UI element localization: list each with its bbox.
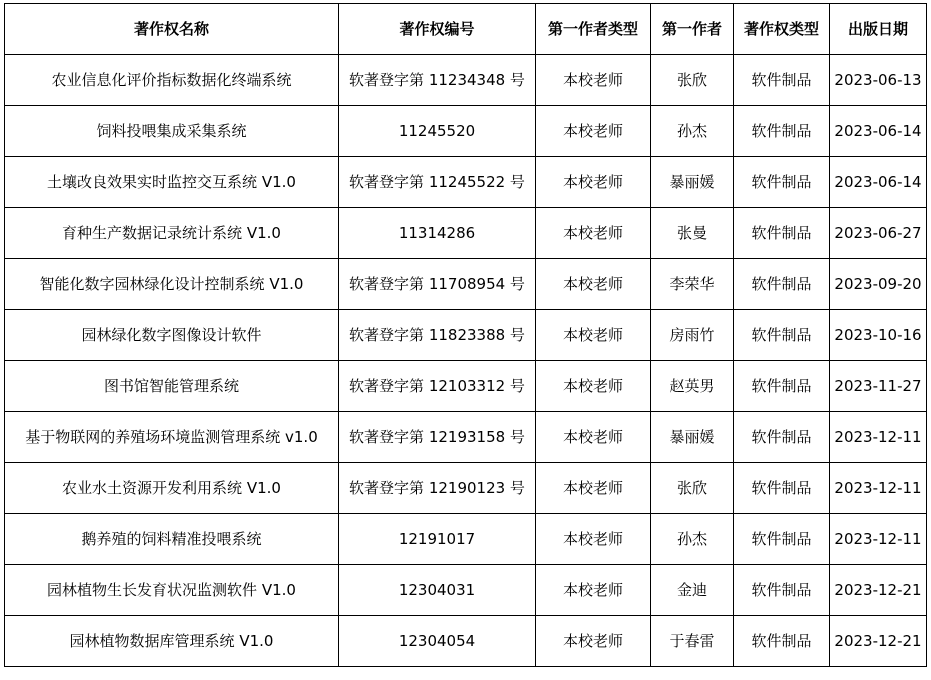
cell-first-author-type: 本校老师 [536,412,651,463]
cell-copyright-name: 土壤改良效果实时监控交互系统 V1.0 [5,157,339,208]
cell-first-author-type: 本校老师 [536,463,651,514]
copyright-table [4,3,927,667]
table-row [5,463,927,514]
cell-first-author: 孙杰 [651,106,734,157]
cell-copyright-number: 11314286 [339,208,536,259]
cell-publish-date: 2023-06-13 [830,55,927,106]
cell-publish-date: 2023-06-14 [830,106,927,157]
cell-first-author: 孙杰 [651,514,734,565]
cell-copyright-number: 软著登字第 12193158 号 [339,412,536,463]
header-copyright-type: 著作权类型 [734,4,830,55]
cell-first-author-type: 本校老师 [536,208,651,259]
cell-copyright-number: 软著登字第 11708954 号 [339,259,536,310]
cell-publish-date: 2023-09-20 [830,259,927,310]
cell-copyright-type: 软件制品 [734,106,830,157]
table-row [5,310,927,361]
cell-first-author: 李荣华 [651,259,734,310]
cell-copyright-number: 11245520 [339,106,536,157]
cell-publish-date: 2023-10-16 [830,310,927,361]
cell-copyright-number: 软著登字第 11245522 号 [339,157,536,208]
cell-copyright-number: 软著登字第 12190123 号 [339,463,536,514]
cell-copyright-name: 基于物联网的养殖场环境监测管理系统 v1.0 [5,412,339,463]
table-row [5,208,927,259]
cell-publish-date: 2023-06-27 [830,208,927,259]
header-copyright-name: 著作权名称 [5,4,339,55]
cell-copyright-type: 软件制品 [734,463,830,514]
cell-first-author: 暴丽媛 [651,412,734,463]
cell-first-author-type: 本校老师 [536,55,651,106]
cell-copyright-type: 软件制品 [734,361,830,412]
cell-first-author-type: 本校老师 [536,565,651,616]
cell-copyright-number: 12191017 [339,514,536,565]
cell-first-author: 张曼 [651,208,734,259]
cell-copyright-number: 软著登字第 12103312 号 [339,361,536,412]
cell-first-author: 金迪 [651,565,734,616]
cell-copyright-name: 育种生产数据记录统计系统 V1.0 [5,208,339,259]
table-row [5,412,927,463]
cell-first-author-type: 本校老师 [536,616,651,667]
table-row [5,361,927,412]
cell-first-author-type: 本校老师 [536,259,651,310]
cell-copyright-type: 软件制品 [734,514,830,565]
cell-copyright-name: 园林植物生长发育状况监测软件 V1.0 [5,565,339,616]
cell-first-author: 房雨竹 [651,310,734,361]
table-row [5,157,927,208]
table-row [5,616,927,667]
cell-copyright-name: 鹅养殖的饲料精准投喂系统 [5,514,339,565]
cell-publish-date: 2023-06-14 [830,157,927,208]
cell-copyright-name: 图书馆智能管理系统 [5,361,339,412]
cell-first-author: 于春雷 [651,616,734,667]
header-copyright-number: 著作权编号 [339,4,536,55]
cell-copyright-type: 软件制品 [734,157,830,208]
header-publish-date: 出版日期 [830,4,927,55]
cell-copyright-type: 软件制品 [734,565,830,616]
cell-copyright-type: 软件制品 [734,259,830,310]
table-row [5,106,927,157]
header-first-author: 第一作者 [651,4,734,55]
cell-copyright-name: 农业信息化评价指标数据化终端系统 [5,55,339,106]
table-row [5,514,927,565]
cell-copyright-name: 农业水土资源开发利用系统 V1.0 [5,463,339,514]
cell-first-author: 张欣 [651,463,734,514]
cell-publish-date: 2023-11-27 [830,361,927,412]
table-row [5,565,927,616]
cell-copyright-name: 园林绿化数字图像设计软件 [5,310,339,361]
cell-first-author-type: 本校老师 [536,310,651,361]
cell-first-author-type: 本校老师 [536,514,651,565]
cell-first-author-type: 本校老师 [536,157,651,208]
cell-copyright-number: 12304054 [339,616,536,667]
cell-copyright-number: 12304031 [339,565,536,616]
cell-copyright-number: 软著登字第 11823388 号 [339,310,536,361]
table-row [5,259,927,310]
cell-first-author: 赵英男 [651,361,734,412]
cell-copyright-type: 软件制品 [734,616,830,667]
cell-copyright-type: 软件制品 [734,208,830,259]
cell-publish-date: 2023-12-11 [830,412,927,463]
cell-publish-date: 2023-12-21 [830,616,927,667]
cell-publish-date: 2023-12-11 [830,463,927,514]
cell-publish-date: 2023-12-11 [830,514,927,565]
table-header-row [5,4,927,55]
cell-copyright-number: 软著登字第 11234348 号 [339,55,536,106]
cell-first-author: 张欣 [651,55,734,106]
cell-first-author-type: 本校老师 [536,361,651,412]
cell-copyright-name: 饲料投喂集成采集系统 [5,106,339,157]
cell-copyright-type: 软件制品 [734,310,830,361]
cell-copyright-name: 智能化数字园林绿化设计控制系统 V1.0 [5,259,339,310]
cell-first-author-type: 本校老师 [536,106,651,157]
header-first-author-type: 第一作者类型 [536,4,651,55]
cell-first-author: 暴丽媛 [651,157,734,208]
cell-copyright-type: 软件制品 [734,55,830,106]
cell-copyright-type: 软件制品 [734,412,830,463]
table-row [5,55,927,106]
cell-copyright-name: 园林植物数据库管理系统 V1.0 [5,616,339,667]
cell-publish-date: 2023-12-21 [830,565,927,616]
